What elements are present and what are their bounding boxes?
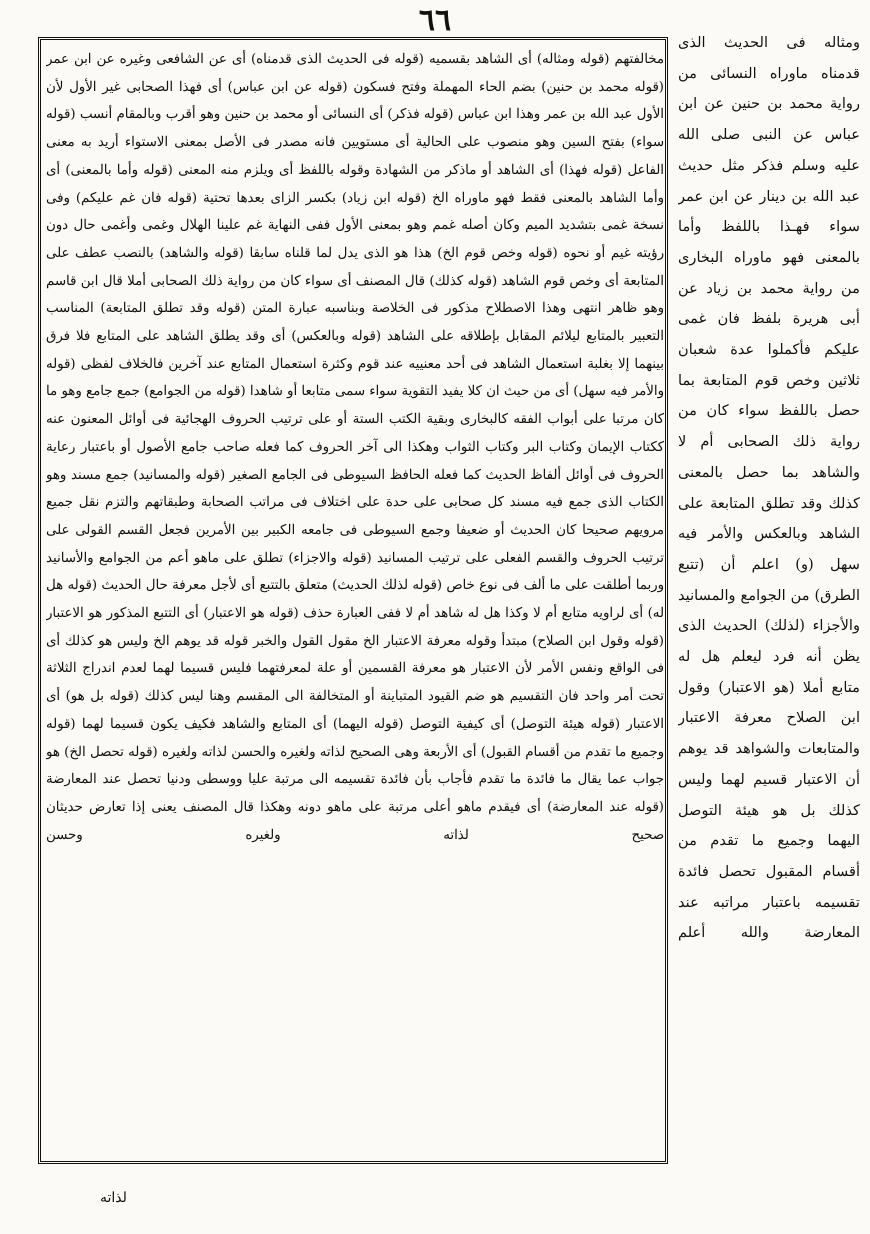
commentary-text-block	[46, 46, 664, 1156]
page-number: ٦٦	[418, 3, 452, 38]
catchword: لذاته	[100, 1190, 127, 1206]
margin-text-block	[678, 28, 860, 1178]
commentary-text: مخالفتهم (قوله ومثاله) أى الشاهد بقسميه (قوله فى الحديث الذى قدمناه) أى عن الشافعى وغيره عن ابن عمر (قوله محمد بن حنين) بضم الحاء المهملة وفتح فسكون (قوله عن ابن عباس) أى فهذا الصحابى غير الأول لأن الأول عبد الله بن عمر وهذا ابن عباس (قوله فذكر) أى النسائى أو محمد بن حنين وهو أقرب وبالمقام أنسب (قوله سواء) بفتح السين وهو منصوب على الحالية أى مستويين فانه مصدر فى الأصل بمعنى الاستواء أريد به معنى الفاعل (قوله فهذا) أى الشاهد أو ماذكر من الشهادة وقوله باللفظ أى ويلزم منه المعنى (قوله وأما بالمعنى) أى وأما الشاهد بالمعنى فقط فهو ماوراه الخ (قوله ابن زياد) بكسر الزاى بعدها تحتية (قوله فان غم عليكم) وفى نسخة غمى بتشديد الميم وكان أصله غمم وهو بمعنى الأول ففى النهاية غم علينا الهلال وغمى وأغمى حال دون رؤيته غيم أو نحوه (قوله وخص قوم الخ) هذا هو الذى يدل لما قلناه سابقا (قوله والشاهد) بالنصب عطف على المتابعة أى وخص قوم الشاهد (قوله كذلك) قال المصنف أى سواء كان من رواية ذلك الصحابى أملا قال ابن قاسم وهو ظاهر انتهى وهذا الاصطلاح مذكور فى الخلاصة وبناسبه عبارة المتن (قوله وقد تطلق المتابعة) المناسب التعبير بالمتابع ليلائم المقابل بإطلاقه على الشاهد (قوله وبالعكس) أى وقد يطلق الشاهد على المتابع فلا فرق بينهما إلا بغلبة استعمال الشاهد فى أحد معنييه عند قوم وكثرة استعمال المتابع عند آخرين فالخلاف لفظى (قوله والأمر فيه سهل) أى من حيث ان كلا يفيد التقوية سواء سمى متابعا أو شاهدا (قوله من الجوامع) جمع جامع وهو ما كان مرتبا على أبواب الفقه كالبخارى وبقية الكتب الستة أو على ترتيب الحروف الهجائية فى أوائل المعنون عنه ككتاب الإيمان وكتاب البر وكتاب الثواب وهكذا الى آخر الحروف كما فعله صاحب جامع الأصول أو باعتبار رعاية الحروف فى أوائل ألفاظ الحديث كما فعله الحافظ السيوطى فى الجامع الصغير (قوله والمسانيد) جمع مسند وهو الكتاب الذى جمع فيه مسند كل صحابى على حدة على اختلاف فى مراتب الصحابة وطبقاتهم والتزم نقل جميع مرويهم صحيحا كان الحديث أو ضعيفا وجمع السيوطى فى جامعه الكبير بين الأمرين فجعل القسم القولى على ترتيب الحروف والقسم الفعلى على ترتيب المسانيد (قوله والاجزاء) تطلق على ماهو أعم من الجوامع والأسانيد وربما أطلقت على ما ألف فى نوع خاص (قوله لذلك الحديث) متعلق بالتتبع أى لأجل معرفة حال الحديث (قوله هل له) أى لراويه متابع أم لا وكذا هل له شاهد أم لا ففى العبارة حذف (قوله هو الاعتبار) أى التتبع المذكور هو الاعتبار (قوله وقول ابن الصلاح) مبتدأ وقوله معرفة الاعتبار الخ مقول القول والخبر قوله قد يوهم الخ وليس هو كذلك أى فى الواقع ونفس الأمر لأن الاعتبار هو معرفة القسمين أو علة لمعرفتهما فليس قسيما لهما لعدم اندراج الثلاثة تحت أمر واحد فان التقسيم هو ضم القيود المتباينة أو المتخالفة الى المقسم وهنا ليس كذلك (قوله بل هو) أى الاعتبار (قوله هيئة التوصل) أى كيفية التوصل (قوله اليهما) أى المتابع والشاهد فكيف يكون قسيما لهما (قوله وجميع ما تقدم من أقسام القبول) أى الأربعة وهى الصحيح لذاته ولغيره والحسن لذاته ولغيره (قوله تحصل الخ) هو جواب عما يقال ما فائدة ما تقدم فأجاب بأن فائدة تقسيمه الى مرتبة عليا ووسطى ودنيا تحصل عند المعارضة (قوله عند المعارضة) أى فيقدم ماهو أعلى مرتبة على ماهو دونه وهكذا قال المصنف يعنى إذا تعارض حديثان صحيح لذاته ولغيره وحسن	[46, 52, 664, 843]
margin-text: ومثاله فى الحديث الذى قدمناه ماوراه النسائى من رواية محمد بن حنين عن ابن عباس عن النبى صلى الله عليه وسلم فذكر مثل حديث عبد الله بن دينار عن ابن عمر سواء فهـذا باللفظ وأما بالمعنى فهو ماوراه البخارى من رواية محمد بن زياد عن أبى هريرة بلفظ فان غمى عليكم فأكملوا عدة شعبان ثلاثين وخص قوم المتابعة بما حصل باللفظ سواء كان من رواية ذلك الصحابى أم لا والشاهد بما حصل بالمعنى كذلك وقد تطلق المتابعة على الشاهد وبالعكس والأمر فيه سهل (و) اعلم أن (تتبع الطرق) من الجوامع والمسانيد والأجزاء (لذلك) الحديث الذى يظن أنه فرد ليعلم هل له متابع أملا (هو الاعتبار) وقول ابن الصلاح معرفة الاعتبار والمتابعات والشواهد قد يوهم أن الاعتبار قسيم لهما وليس كذلك بل هو هيئة التوصل اليهما وجميع ما تقدم من أقسام المقبول تحصل فائدة تقسيمه باعتبار مراتبه عند المعارضة والله أعلم	[678, 34, 860, 942]
